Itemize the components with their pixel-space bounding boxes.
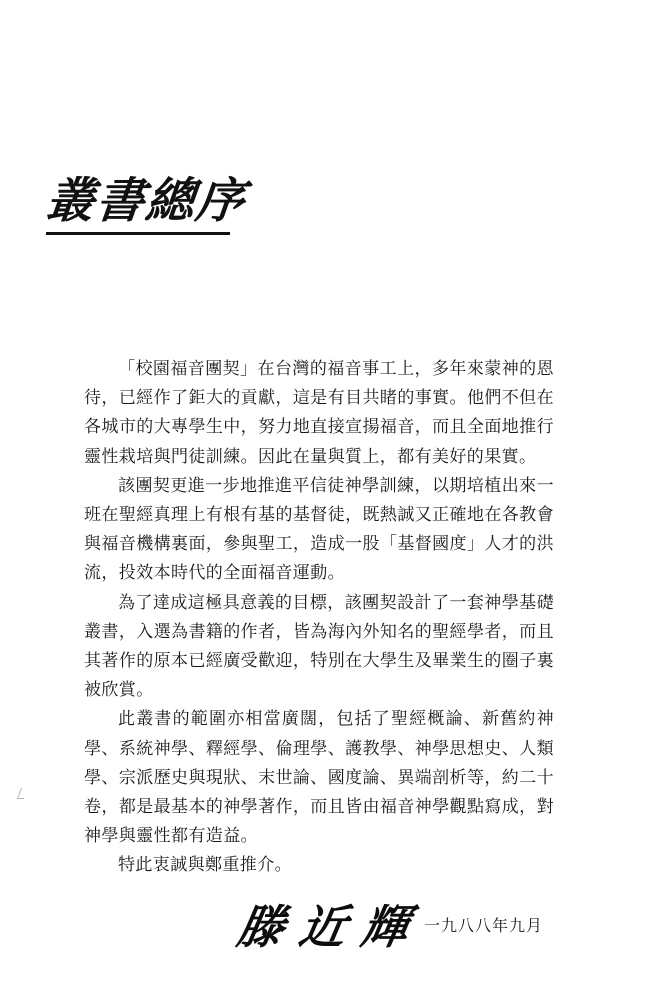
margin-mark [17,788,28,799]
paragraph: 此叢書的範圍亦相當廣闊，包括了聖經概論、新舊約神學、系統神學、釋經學、倫理學、護教學、神學思想史、人類學、宗派歷史與現狀、末世論、國度論、異端剖析等，約二十卷，都是最基本的神學著作，而且皆由福音神學觀點寫成，對神學與靈性都有造益。 [84,709,554,847]
paragraph: 為了達成這極具意義的目標，該團契設計了一套神學基礎叢書，入選為書籍的作者，皆為海內外知名的聖經學者，而且其著作的原本已經廣受歡迎，特別在大學生及畢業生的圈子裏被欣賞。 [84,592,554,701]
paragraph: 特此衷誠與鄭重推介。 [118,855,292,876]
preface-body [84,355,554,881]
title-underline [46,232,230,235]
paragraph: 該團契更進一步地推進平信徒神學訓練，以期培植出來一班在聖經真理上有根有基的基督徒，既熱誠又正確地在各教會與福音機構裏面，參與聖工，造成一股「基督國度」人才的洪流，投效本時代的全面福音運動。 [84,475,554,584]
title-block [43,172,249,235]
paragraph: 「校園福音團契」在台灣的福音事工上，多年來蒙神的恩待，已經作了鉅大的貢獻，這是有目共睹的事實。他們不但在各城市的大專學生中，努力地直接宣揚福音，而且全面地推行靈性栽培與門徒訓練。因此在量與質上，都有美好的果實。 [84,359,554,467]
signature-row [233,900,558,954]
author-signature: 滕近輝 [233,900,429,954]
signature-date: 一九八八年九月 [424,916,544,935]
page-title: 叢書總序 [43,173,249,229]
